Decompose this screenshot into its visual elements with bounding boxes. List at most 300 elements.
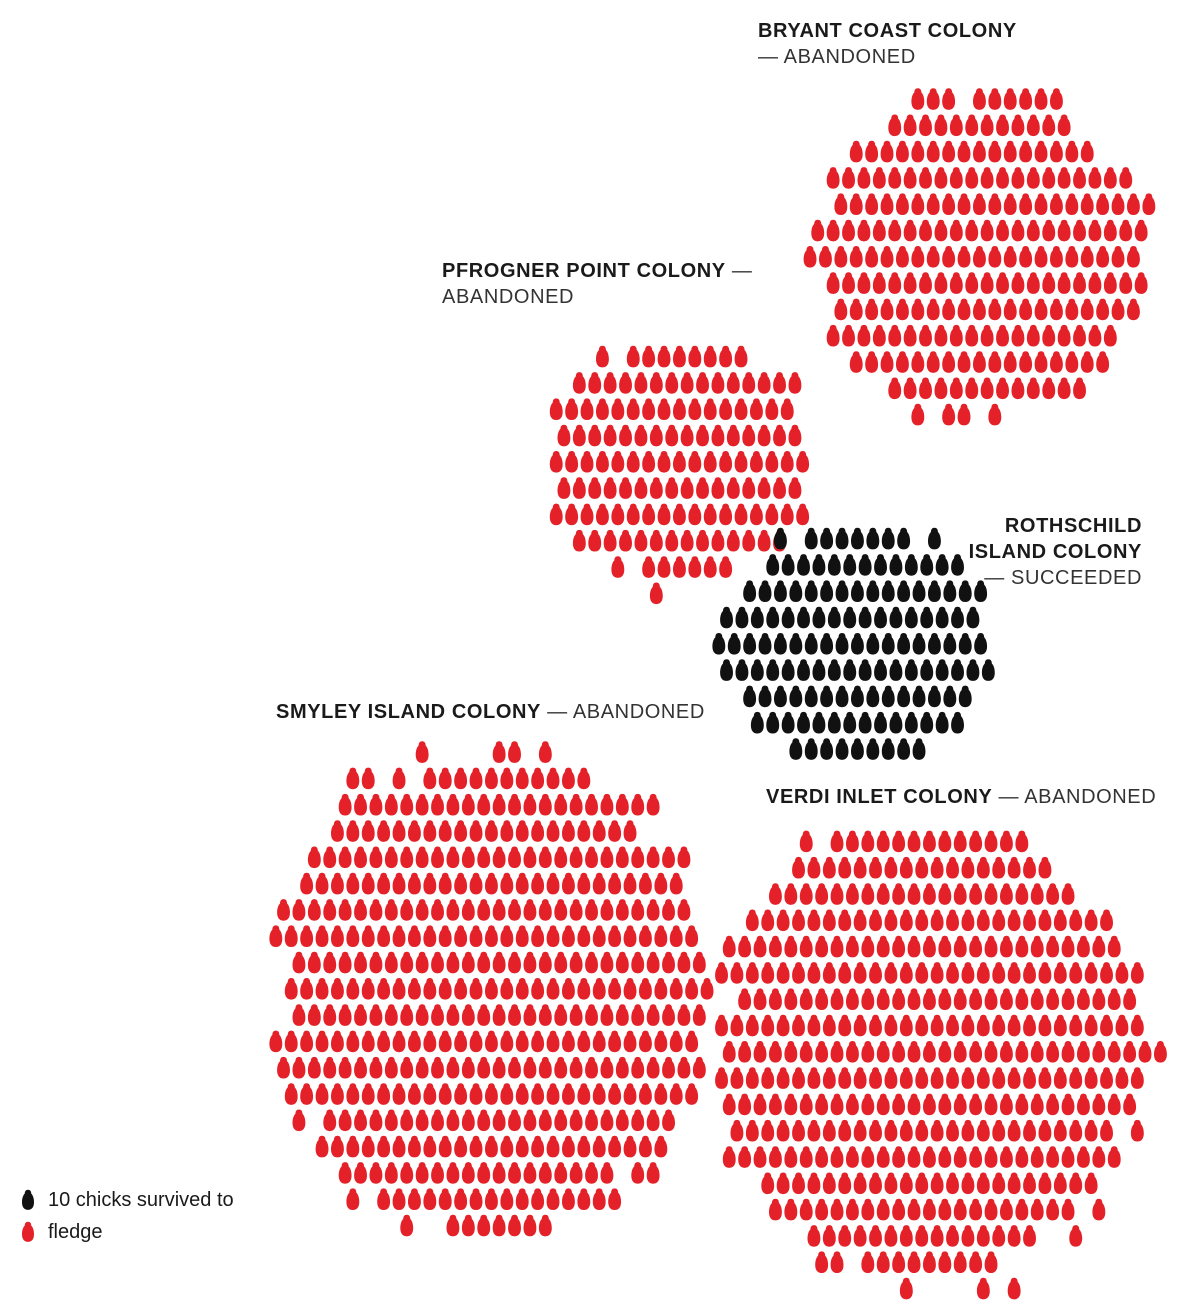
penguin-chick-icon <box>808 1067 821 1089</box>
penguin-chick-icon <box>928 580 941 602</box>
penguin-chick-icon <box>1108 1146 1121 1168</box>
penguin-chick-icon <box>897 738 910 760</box>
penguin-chick-icon <box>885 910 898 932</box>
penguin-chick-icon <box>431 1057 444 1079</box>
legend-row <box>22 1184 288 1248</box>
penguin-chick-icon <box>846 831 859 853</box>
penguin-chick-icon <box>631 847 644 869</box>
penguin-chick-icon <box>946 1015 959 1037</box>
penguin-chick-icon <box>888 272 901 294</box>
penguin-chick-icon <box>1039 1067 1052 1089</box>
colony-status-smyley: — ABANDONED <box>547 701 705 723</box>
penguin-chick-icon <box>470 1136 483 1158</box>
penguin-chick-icon <box>508 1162 521 1184</box>
penguin-chick-icon <box>1004 141 1017 163</box>
penguin-chick-icon <box>754 1094 767 1116</box>
penguin-chick-icon <box>316 873 329 895</box>
penguin-chick-icon <box>531 873 544 895</box>
penguin-chick-icon <box>854 1015 867 1037</box>
penguin-chick-icon <box>808 857 821 879</box>
penguin-chick-icon <box>665 425 678 447</box>
penguin-chick-icon <box>704 398 717 420</box>
penguin-chick-icon <box>662 847 675 869</box>
penguin-chick-icon <box>985 883 998 905</box>
penguin-chick-icon <box>985 831 998 853</box>
penguin-chick-icon <box>981 167 994 189</box>
penguin-chick-icon <box>843 607 856 629</box>
penguin-chick-icon <box>362 820 375 842</box>
penguin-chick-icon <box>547 978 560 1000</box>
penguin-chick-icon <box>688 504 701 526</box>
penguin-chick-icon <box>1077 1146 1090 1168</box>
penguin-chick-icon <box>919 167 932 189</box>
penguin-chick-icon <box>727 477 740 499</box>
penguin-chick-icon <box>954 1146 967 1168</box>
penguin-chick-icon <box>754 988 767 1010</box>
penguin-chick-icon <box>696 477 709 499</box>
penguin-chick-icon <box>346 1031 359 1053</box>
penguin-chick-icon <box>977 1278 990 1300</box>
penguin-chick-icon <box>996 378 1009 400</box>
penguin-chick-icon <box>508 794 521 816</box>
penguin-chick-icon <box>897 686 910 708</box>
penguin-chick-icon <box>681 425 694 447</box>
colony-name-verdi: VERDI INLET COLONY <box>766 786 993 808</box>
penguin-chick-icon <box>715 1015 728 1037</box>
penguin-chick-icon <box>547 1083 560 1105</box>
penguin-chick-icon <box>531 820 544 842</box>
penguin-chick-icon <box>774 580 787 602</box>
penguin-chick-icon <box>854 1173 867 1195</box>
penguin-chick-icon <box>370 899 383 921</box>
penguin-chick-icon <box>531 925 544 947</box>
penguin-chick-icon <box>781 451 794 473</box>
penguin-chick-icon <box>562 1031 575 1053</box>
penguin-chick-icon <box>897 633 910 655</box>
penguin-chick-icon <box>500 1136 513 1158</box>
penguin-chick-icon <box>935 115 948 137</box>
penguin-chick-icon <box>846 1041 859 1063</box>
penguin-chick-icon <box>1131 1015 1144 1037</box>
penguin-chick-icon <box>570 1057 583 1079</box>
penguin-chick-icon <box>647 899 660 921</box>
penguin-chick-icon <box>865 351 878 373</box>
penguin-chick-icon <box>681 372 694 394</box>
penguin-chick-icon <box>851 633 864 655</box>
penguin-chick-icon <box>746 1120 759 1142</box>
penguin-chick-icon <box>727 372 740 394</box>
penguin-chick-icon <box>477 1215 490 1237</box>
penguin-chick-icon <box>834 193 847 215</box>
penguin-chick-icon <box>931 857 944 879</box>
penguin-chick-icon <box>1116 962 1129 984</box>
penguin-chick-icon <box>1031 1041 1044 1063</box>
penguin-chick-icon <box>892 1094 905 1116</box>
penguin-chick-icon <box>654 1031 667 1053</box>
penguin-chick-icon <box>946 1173 959 1195</box>
penguin-chick-icon <box>892 1251 905 1273</box>
penguin-chick-icon <box>454 1031 467 1053</box>
penguin-chick-icon <box>761 910 774 932</box>
penguin-chick-icon <box>393 1083 406 1105</box>
penguin-chick-icon <box>554 1004 567 1026</box>
penguin-chick-icon <box>588 530 601 552</box>
penguin-chick-icon <box>354 952 367 974</box>
penguin-chick-icon <box>642 451 655 473</box>
penguin-chick-icon <box>631 1110 644 1132</box>
penguin-chick-icon <box>815 1041 828 1063</box>
penguin-chick-icon <box>731 1120 744 1142</box>
penguin-chick-icon <box>1104 167 1117 189</box>
penguin-chick-icon <box>938 1146 951 1168</box>
penguin-chick-icon <box>813 607 826 629</box>
penguin-chick-icon <box>539 1004 552 1026</box>
penguin-chick-icon <box>927 141 940 163</box>
penguin-chick-icon <box>631 952 644 974</box>
penguin-chick-icon <box>323 1004 336 1026</box>
penguin-chick-icon <box>1077 988 1090 1010</box>
penguin-chick-icon <box>1119 167 1132 189</box>
penguin-chick-icon <box>911 404 924 426</box>
penguin-chick-icon <box>965 220 978 242</box>
penguin-chick-icon <box>1039 962 1052 984</box>
penguin-chick-icon <box>477 899 490 921</box>
penguin-chick-icon <box>665 477 678 499</box>
penguin-chick-icon <box>1023 1015 1036 1037</box>
penguin-chick-icon <box>470 1188 483 1210</box>
penguin-chick-icon <box>719 451 732 473</box>
penguin-chick-icon <box>892 988 905 1010</box>
penguin-chick-icon <box>500 1031 513 1053</box>
penguin-chick-icon <box>508 1215 521 1237</box>
penguin-chick-icon <box>769 1199 782 1221</box>
penguin-chick-icon <box>635 530 648 552</box>
penguin-chick-icon <box>508 1110 521 1132</box>
penguin-chick-icon <box>954 936 967 958</box>
penguin-chick-icon <box>769 1094 782 1116</box>
colony-verdi-icons <box>715 831 1167 1300</box>
penguin-chick-icon <box>823 1015 836 1037</box>
penguin-chick-icon <box>792 1173 805 1195</box>
penguin-chick-icon <box>508 899 521 921</box>
penguin-chick-icon <box>882 686 895 708</box>
penguin-chick-icon <box>423 873 436 895</box>
penguin-chick-icon <box>927 88 940 110</box>
penguin-chick-icon <box>784 1041 797 1063</box>
penguin-chick-icon <box>865 141 878 163</box>
penguin-chick-icon <box>792 962 805 984</box>
penguin-chick-icon <box>654 1136 667 1158</box>
penguin-chick-icon <box>408 873 421 895</box>
penguin-chick-icon <box>1062 1094 1075 1116</box>
penguin-chick-icon <box>1015 936 1028 958</box>
penguin-chick-icon <box>539 1110 552 1132</box>
penguin-chick-icon <box>728 633 741 655</box>
penguin-chick-icon <box>892 1146 905 1168</box>
penguin-chick-icon <box>516 1136 529 1158</box>
penguin-chick-icon <box>316 1031 329 1053</box>
penguin-chick-icon <box>1004 193 1017 215</box>
penguin-chick-icon <box>1073 378 1086 400</box>
penguin-chick-icon <box>962 1225 975 1247</box>
penguin-chick-icon <box>1089 167 1102 189</box>
penguin-chick-icon <box>951 607 964 629</box>
penguin-chick-icon <box>416 794 429 816</box>
penguin-chick-icon <box>477 1110 490 1132</box>
penguin-chick-icon <box>750 451 763 473</box>
penguin-chick-icon <box>789 372 802 394</box>
penguin-chick-icon <box>928 633 941 655</box>
colony-name-rothschild: ROTHSCHILD ISLAND COLONY <box>968 515 1142 563</box>
penguin-chick-icon <box>738 1041 751 1063</box>
penguin-chick-icon <box>462 1110 475 1132</box>
penguin-chick-icon <box>619 530 632 552</box>
penguin-chick-icon <box>954 988 967 1010</box>
penguin-chick-icon <box>885 1120 898 1142</box>
penguin-chick-icon <box>1039 1120 1052 1142</box>
penguin-chick-icon <box>346 978 359 1000</box>
penguin-chick-icon <box>712 530 725 552</box>
penguin-chick-icon <box>408 1188 421 1210</box>
colony-bryant-icons <box>804 88 1156 425</box>
penguin-chick-icon <box>1042 378 1055 400</box>
penguin-chick-icon <box>581 504 594 526</box>
penguin-chick-icon <box>769 883 782 905</box>
penguin-chick-icon <box>593 820 606 842</box>
penguin-chick-icon <box>331 978 344 1000</box>
penguin-chick-icon <box>969 1251 982 1273</box>
penguin-chick-icon <box>936 659 949 681</box>
penguin-chick-icon <box>973 246 986 268</box>
penguin-chick-icon <box>627 398 640 420</box>
penguin-chick-icon <box>627 346 640 368</box>
penguin-chick-icon <box>904 220 917 242</box>
penguin-chick-icon <box>654 873 667 895</box>
penguin-chick-icon <box>650 372 663 394</box>
penguin-chick-icon <box>859 554 872 576</box>
penguin-chick-icon <box>531 1136 544 1158</box>
penguin-chick-icon <box>1085 1173 1098 1195</box>
penguin-chick-icon <box>904 325 917 347</box>
penguin-chick-icon <box>593 1136 606 1158</box>
penguin-chick-icon <box>1062 1199 1075 1221</box>
penguin-chick-icon <box>1058 220 1071 242</box>
penguin-chick-icon <box>1015 1146 1028 1168</box>
penguin-chick-icon <box>873 220 886 242</box>
penguin-chick-icon <box>859 659 872 681</box>
penguin-chick-icon <box>1042 220 1055 242</box>
penguin-chick-icon <box>719 556 732 578</box>
penguin-chick-icon <box>820 580 833 602</box>
penguin-chick-icon <box>1069 910 1082 932</box>
penguin-chick-icon <box>735 398 748 420</box>
penguin-chick-icon <box>631 1162 644 1184</box>
penguin-chick-icon <box>581 451 594 473</box>
penguin-chick-icon <box>524 847 537 869</box>
penguin-chick-icon <box>704 504 717 526</box>
penguin-chick-icon <box>547 873 560 895</box>
penguin-chick-icon <box>869 910 882 932</box>
penguin-chick-icon <box>601 1004 614 1026</box>
penguin-chick-icon <box>742 477 755 499</box>
penguin-chick-icon <box>1015 1094 1028 1116</box>
penguin-chick-icon <box>431 952 444 974</box>
penguin-chick-icon <box>1081 246 1094 268</box>
penguin-chick-icon <box>593 1083 606 1105</box>
penguin-chick-icon <box>539 952 552 974</box>
penguin-chick-icon <box>761 1173 774 1195</box>
penguin-chick-icon <box>681 530 694 552</box>
penguin-chick-icon <box>838 962 851 984</box>
penguin-chick-icon <box>1000 936 1013 958</box>
penguin-chick-icon <box>439 873 452 895</box>
penguin-chick-icon <box>754 1041 767 1063</box>
penguin-chick-icon <box>608 1188 621 1210</box>
penguin-chick-icon <box>908 988 921 1010</box>
penguin-chick-icon <box>919 378 932 400</box>
penguin-chick-icon <box>673 398 686 420</box>
penguin-chick-icon <box>354 794 367 816</box>
penguin-chick-icon <box>858 325 871 347</box>
penguin-chick-icon <box>647 952 660 974</box>
penguin-chick-icon <box>346 925 359 947</box>
penguin-chick-icon <box>846 988 859 1010</box>
penguin-chick-icon <box>792 1067 805 1089</box>
penguin-chick-icon <box>596 451 609 473</box>
penguin-chick-icon <box>400 1057 413 1079</box>
penguin-chick-icon <box>1046 988 1059 1010</box>
penguin-chick-icon <box>470 978 483 1000</box>
penguin-chick-icon <box>869 1173 882 1195</box>
penguin-chick-icon <box>408 1031 421 1053</box>
penguin-chick-icon <box>950 167 963 189</box>
penguin-chick-icon <box>516 1031 529 1053</box>
penguin-chick-icon <box>650 477 663 499</box>
penguin-chick-icon <box>678 1004 691 1026</box>
penguin-chick-icon <box>423 1083 436 1105</box>
penguin-chick-icon <box>608 1031 621 1053</box>
penguin-chick-icon <box>1046 1041 1059 1063</box>
penguin-chick-icon <box>454 1136 467 1158</box>
penguin-chick-icon <box>485 1188 498 1210</box>
penguin-chick-icon <box>477 1057 490 1079</box>
penguin-chick-icon <box>915 1225 928 1247</box>
penguin-chick-icon <box>662 1057 675 1079</box>
penguin-chick-icon <box>946 1225 959 1247</box>
penguin-chick-icon <box>1081 351 1094 373</box>
penguin-chick-icon <box>1019 299 1032 321</box>
penguin-chick-icon <box>942 193 955 215</box>
penguin-chick-icon <box>362 768 375 790</box>
penguin-chick-icon <box>285 925 298 947</box>
penguin-chick-icon <box>992 910 1005 932</box>
penguin-chick-icon <box>300 873 313 895</box>
penguin-chick-icon <box>447 1110 460 1132</box>
penguin-chick-icon <box>370 1110 383 1132</box>
penguin-chick-icon <box>554 794 567 816</box>
penguin-chick-icon <box>658 556 671 578</box>
penguin-chick-icon <box>1012 325 1025 347</box>
penguin-chick-icon <box>882 738 895 760</box>
penguin-chick-icon <box>585 794 598 816</box>
penguin-chick-icon <box>815 1094 828 1116</box>
penguin-chick-icon <box>758 530 771 552</box>
penguin-chick-icon <box>754 1146 767 1168</box>
penguin-chick-icon <box>1050 141 1063 163</box>
penguin-chick-icon <box>988 351 1001 373</box>
penguin-chick-icon <box>842 272 855 294</box>
penguin-chick-icon <box>908 1251 921 1273</box>
penguin-chick-icon <box>362 978 375 1000</box>
penguin-chick-icon <box>1069 962 1082 984</box>
penguin-chick-icon <box>859 607 872 629</box>
penguin-chick-icon <box>662 1110 675 1132</box>
penguin-chick-icon <box>754 936 767 958</box>
penguin-chick-icon <box>1008 1015 1021 1037</box>
penguin-chick-icon <box>1046 1199 1059 1221</box>
penguin-chick-icon <box>654 1083 667 1105</box>
penguin-chick-icon <box>377 873 390 895</box>
penguin-chick-icon <box>942 246 955 268</box>
penguin-chick-icon <box>911 246 924 268</box>
penguin-chick-icon <box>815 1199 828 1221</box>
penguin-chick-icon <box>743 633 756 655</box>
penguin-chick-icon <box>300 925 313 947</box>
penguin-chick-icon <box>885 857 898 879</box>
penguin-chick-icon <box>1050 88 1063 110</box>
penguin-chick-icon <box>784 1146 797 1168</box>
penguin-chick-icon <box>877 936 890 958</box>
penguin-chick-icon <box>996 220 1009 242</box>
penguin-chick-icon <box>1062 883 1075 905</box>
penguin-chick-icon <box>647 1057 660 1079</box>
penguin-chick-icon <box>781 398 794 420</box>
penguin-chick-icon <box>423 1031 436 1053</box>
penguin-chick-icon <box>769 936 782 958</box>
penguin-chick-icon <box>1062 988 1075 1010</box>
colony-name-pfrogner: PFROGNER POINT COLONY <box>442 260 726 282</box>
penguin-chick-icon <box>624 1136 637 1158</box>
penguin-chick-icon <box>805 686 818 708</box>
penguin-chick-icon <box>1123 988 1136 1010</box>
penguin-chick-icon <box>808 1120 821 1142</box>
penguin-chick-icon <box>881 351 894 373</box>
penguin-chick-icon <box>604 372 617 394</box>
penguin-chick-icon <box>938 883 951 905</box>
penguin-chick-icon <box>593 1188 606 1210</box>
penguin-chick-icon <box>293 1057 306 1079</box>
penguin-chick-icon <box>462 1215 475 1237</box>
penguin-chick-icon <box>624 820 637 842</box>
penguin-chick-icon <box>547 925 560 947</box>
penguin-chick-icon <box>608 820 621 842</box>
penguin-chick-icon <box>370 1057 383 1079</box>
penguin-chick-icon <box>577 925 590 947</box>
penguin-chick-icon <box>927 246 940 268</box>
penguin-chick-icon <box>1081 193 1094 215</box>
penguin-chick-icon <box>761 1015 774 1037</box>
penguin-chick-icon <box>977 1173 990 1195</box>
penguin-chick-icon <box>1042 115 1055 137</box>
penguin-chick-icon <box>1069 1173 1082 1195</box>
penguin-chick-icon <box>593 925 606 947</box>
penguin-chick-icon <box>493 899 506 921</box>
penguin-chick-icon <box>866 633 879 655</box>
penguin-chick-icon <box>1027 325 1040 347</box>
penguin-chick-icon <box>1015 883 1028 905</box>
penguin-chick-icon <box>900 857 913 879</box>
penguin-chick-icon <box>950 272 963 294</box>
